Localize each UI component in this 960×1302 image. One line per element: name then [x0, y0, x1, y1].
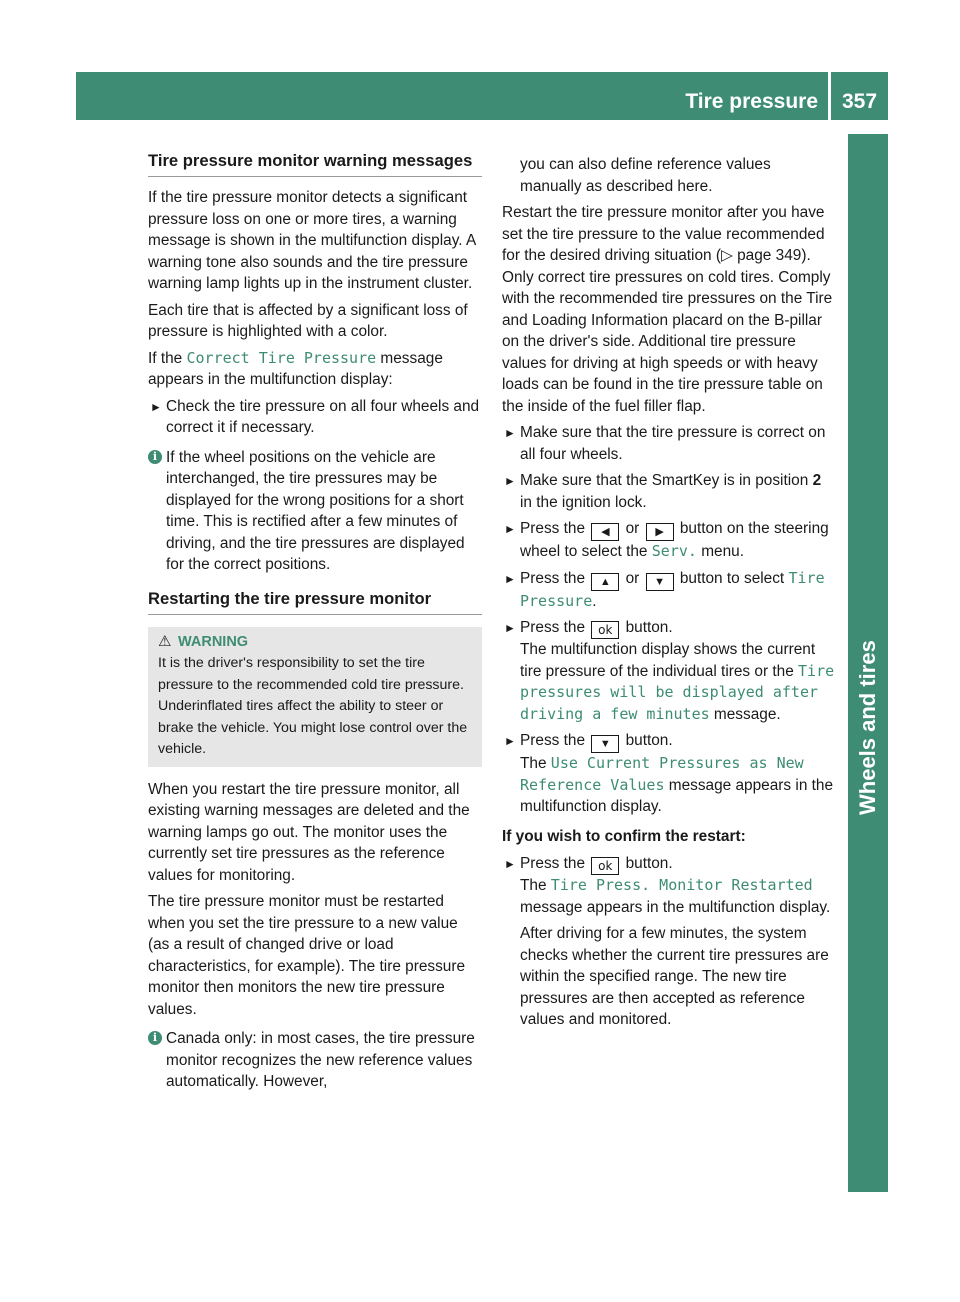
display-message: Correct Tire Pressure	[186, 348, 377, 367]
step-result: After driving for a few minutes, the system checks whether the current tire pressures are within the specified range. The new tire pressures are then accepted as reference values and monitored.	[520, 925, 829, 1028]
instruction-step: ► Check the tire pressure on all four wheels and correct it if necessary.	[150, 397, 480, 436]
down-arrow-key-icon: ▼	[646, 573, 674, 591]
header-divider	[828, 72, 831, 120]
down-arrow-key-icon: ▼	[591, 735, 619, 753]
ok-key-icon: ok	[591, 857, 619, 875]
page-header	[76, 72, 888, 120]
info-icon: i	[148, 450, 162, 464]
display-message: Use Current Pressures as New Reference Values	[520, 754, 804, 794]
chapter-tab-label: Wheels and tires	[855, 640, 880, 816]
display-message: Tire Press. Monitor Restarted	[550, 876, 813, 894]
info-continuation: you can also define reference values manually as described here.	[520, 156, 771, 195]
instruction-step: ► Press the ▲ or ▼ button to select Tire Pressure.	[504, 568, 825, 610]
step-result: The Tire Press. Monitor Restarted message appears in the multifunction display.	[520, 876, 831, 916]
up-arrow-key-icon: ▲	[591, 573, 619, 591]
chapter-tab	[848, 134, 888, 1192]
step-arrow-icon: ►	[504, 857, 516, 871]
warning-box	[148, 627, 482, 767]
display-message: Tire Pressure	[520, 568, 825, 610]
warning-title: WARNING	[178, 633, 249, 650]
page-reference: ▷ page 349	[721, 247, 802, 264]
instruction-step: ► Press the ▼ button.	[502, 730, 836, 753]
warning-triangle-icon: ⚠	[158, 632, 172, 650]
left-column	[148, 150, 482, 1101]
heading-restarting: Restarting the tire pressure monitor	[148, 588, 432, 608]
step-arrow-icon: ►	[504, 621, 516, 635]
paragraph: When you restart the tire pressure monitor, all existing warning messages are deleted and the warning lamps go out. The monitor uses the currently set tire pressures as the reference values for monitoring.	[148, 780, 470, 884]
subheading-confirm: If you wish to confirm the restart:	[502, 827, 746, 845]
paragraph: Each tire that is affected by a significant loss of pressure is highlighted with a color.	[148, 301, 468, 340]
step-arrow-icon: ►	[150, 399, 162, 414]
paragraph: The tire pressure monitor must be restarted when you set the tire pressure to a new value (as a result of changed drive or load characteristics, for example). The tire pressure monitor then monitors the new tire pressure values.	[148, 893, 466, 1018]
paragraph: If the tire pressure monitor detects a significant pressure loss on one or more tires, a warning message is shown in the multifunction display. A warning tone also sounds and the tire pressure warning lamp lights up in the instrument cluster.	[148, 189, 476, 292]
step-arrow-icon: ►	[504, 734, 516, 748]
instruction-step: ► Press the ◀ or ▶ button on the steering wheel to select the Serv. menu.	[504, 520, 829, 560]
section-title: Tire pressure	[685, 90, 818, 113]
warning-text: It is the driver's responsibility to set the tire pressure to the recommended cold tire pressure. Underinflated tires affect the ability to steer or brake the vehicle. You might lose control over the vehicle.	[158, 655, 468, 757]
heading-rule	[148, 614, 482, 615]
step-result: The Use Current Pressures as New Reference Values message appears in the multifunction display.	[520, 754, 834, 815]
heading-warning-messages: Tire pressure monitor warning messages	[148, 151, 473, 170]
right-arrow-key-icon: ▶	[646, 523, 674, 541]
instruction-step: ► Make sure that the SmartKey is in position 2 in the ignition lock.	[504, 472, 822, 511]
page-number: 357	[842, 90, 878, 113]
instruction-step: ► Press the ok button.	[502, 853, 836, 875]
info-icon: i	[148, 1031, 162, 1045]
step-result: The multifunction display shows the current tire pressure of the individual tires or the Tire pressures will be displayed after driving a few minutes message.	[520, 641, 835, 723]
right-column	[502, 154, 836, 1036]
info-note: i If the wheel positions on the vehicle are interchanged, the tire pressures may be displayed for the wrong positions for a short time. This is rectified after a few minutes of driving, and the tire pressures are displayed for the correct positions.	[148, 447, 482, 576]
ok-key-icon: ok	[591, 621, 619, 639]
heading-rule	[148, 176, 482, 177]
step-arrow-icon: ►	[504, 571, 516, 586]
info-note: i Canada only: in most cases, the tire pressure monitor recognizes the new reference values automatically. However,	[148, 1028, 482, 1093]
paragraph: Restart the tire pressure monitor after you have set the tire pressure to the value recommended for the desired driving situation (▷ page 349). Only correct tire pressures on cold tires. Comply with the recommended tire pressures on the Tire and Loading Information placard on the B-pillar on the driver's side. Additional tire pressure values for driving at high speeds or with heavy loads can be found in the tire pressure table on the inside of the fuel filler flap.	[502, 204, 833, 415]
display-message: Serv.	[651, 542, 697, 560]
step-arrow-icon: ►	[504, 426, 516, 440]
left-arrow-key-icon: ◀	[591, 523, 619, 541]
instruction-step: ► Press the ok button.	[502, 617, 836, 639]
paragraph: If the Correct Tire Pressure message appears in the multifunction display:	[148, 348, 443, 388]
display-message: Tire pressures will be displayed after driving a few minutes	[520, 661, 835, 723]
step-arrow-icon: ►	[504, 474, 516, 488]
step-arrow-icon: ►	[504, 522, 516, 536]
instruction-step: ► Make sure that the tire pressure is correct on all four wheels.	[504, 424, 826, 463]
